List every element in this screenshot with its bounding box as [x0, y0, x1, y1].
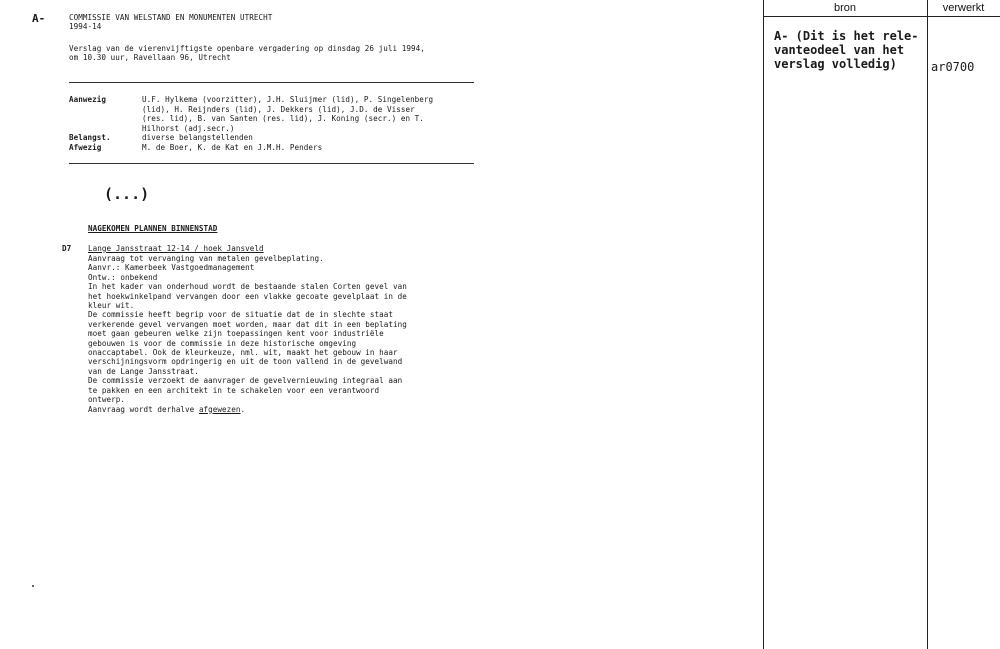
attendance-present-line: (lid), H. Reijnders (lid), J. Dekkers (lid), J.D. de Visser — [142, 104, 415, 114]
item-body — [88, 254, 407, 414]
omission-marker: (...) — [104, 185, 150, 203]
item-body-line: moet gaan gebeuren welke zijn toepassingen kent voor industriële — [88, 329, 384, 339]
attendance-label-present: Aanwezig — [69, 95, 106, 104]
verwerkt-code: ar0700 — [931, 60, 975, 74]
column-header-verwerkt: verwerkt — [942, 2, 985, 14]
scan-speck — [32, 585, 34, 587]
item-decision-line — [88, 405, 407, 414]
item-body-line: het hoekwinkelpand vervangen door een vlakke gecoate gevelplaat in de — [88, 291, 407, 301]
item-code: D7 — [62, 244, 72, 253]
item-body-line: ontwerp. — [88, 395, 125, 405]
attendance-present-line: U.F. Hylkema (voorzitter), J.H. Sluijmer (lid), P. Singelenberg — [142, 95, 434, 104]
column-divider-middle — [927, 0, 928, 649]
attendance-present-line: Hilhorst (adj.secr.) — [142, 123, 235, 133]
item-body-line: van de Lange Jansstraat. — [88, 366, 199, 376]
attendance-interested-line: diverse belangstellenden — [142, 133, 253, 142]
column-divider-left — [763, 0, 764, 649]
decision-prefix: Aanvraag wordt derhalve — [88, 404, 199, 414]
column-header-bron: bron — [833, 2, 857, 14]
report-number: 1994-14 — [69, 22, 102, 31]
attendance-absent-line: M. de Boer, K. de Kat en J.M.H. Penders — [142, 143, 323, 152]
item-body-line: te pakken en een architekt in te schakelen voor een verantwoord — [88, 385, 380, 395]
item-body-line: kleur wit. — [88, 301, 135, 311]
item-body-line: In het kader van onderhoud wordt de bestaande stalen Corten gevel van — [88, 282, 407, 292]
decision-value: afgewezen — [198, 404, 241, 414]
bron-note: A- (Dit is het rele- vanteodeel van het verslag volledig) — [774, 29, 919, 72]
header-underline — [763, 16, 1000, 17]
report-intro-line-2: om 10.30 uur, Ravellaan 96, Utrecht — [69, 53, 231, 62]
report-intro-line-1: Verslag van de vierenvijftigste openbare vergadering op dinsdag 26 juli 1994, — [69, 44, 425, 53]
section-heading: NAGEKOMEN PLANNEN BINNENSTAD — [88, 224, 218, 233]
item-body-line: Aanvraag tot vervanging van metalen gevelbeplating. — [88, 254, 324, 263]
org-name: COMMISSIE VAN WELSTAND EN MONUMENTEN UTRECHT — [69, 13, 273, 22]
item-body-line: gebouwen is voor de commissie in deze historische omgeving — [88, 338, 357, 348]
item-body-line: De commissie verzoekt de aanvrager de gevelvernieuwing integraal aan — [88, 376, 403, 386]
attendance-label-interested: Belangst. — [69, 133, 111, 142]
attendance-present-line: (res. lid), B. van Santen (res. lid), J. Koning (secr.) en T. — [142, 114, 424, 123]
item-title: Lange Jansstraat 12-14 / hoek Jansveld — [88, 244, 264, 253]
document-marker: A- — [32, 12, 46, 25]
item-body-line: Aanvr.: Kamerbeek Vastgoedmanagement — [88, 263, 255, 273]
item-body-line: verkerende gevel vervangen moet worden, maar dat dit in een beplating — [88, 319, 407, 329]
item-body-line: verschijningsvorm opdringerig en uit de toon vallend in de gevelwand — [88, 357, 403, 367]
item-body-line: Ontw.: onbekend — [88, 272, 158, 282]
item-body-line: onaccaptabel. Ook de kleurkeuze, nml. wit, maakt het gebouw in haar — [88, 348, 398, 358]
item-body-line: De commissie heeft begrip voor de situatie dat de in slechte staat — [88, 310, 394, 320]
attendance-label-absent: Afwezig — [69, 143, 102, 152]
attendance-divider — [69, 163, 474, 164]
decision-suffix: . — [240, 404, 246, 414]
top-divider — [69, 82, 474, 83]
